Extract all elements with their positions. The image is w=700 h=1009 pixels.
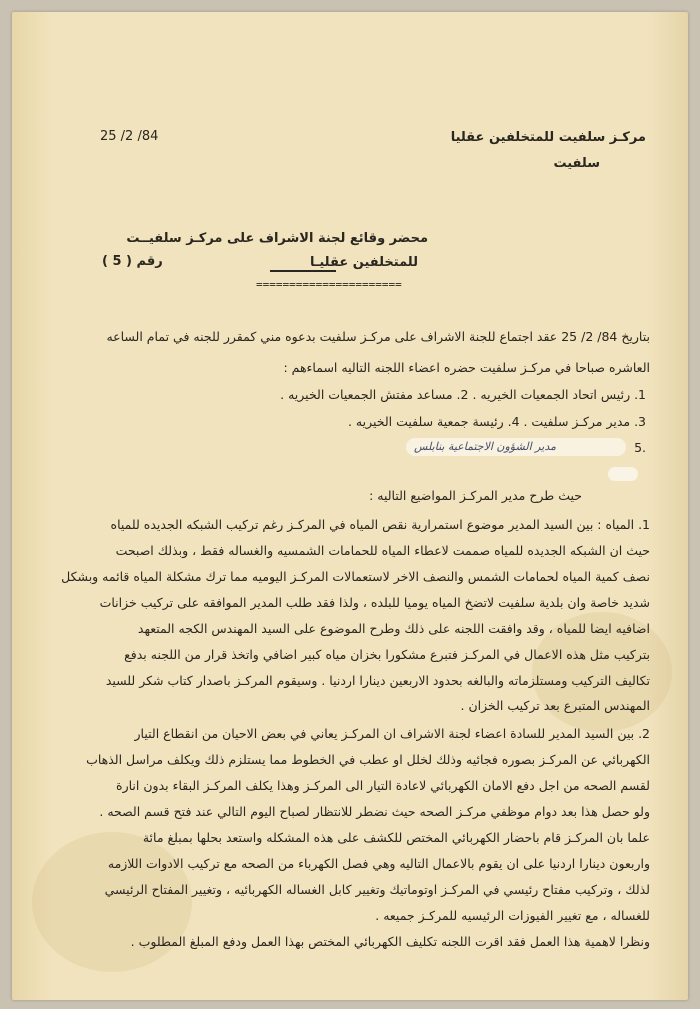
body-line: تكاليف التركيب ومستلزماته والبالغه بحدود الاربعين دينارا اردنيا . وسيقوم المركـز باصدار كتاب شكر للسيد: [105, 673, 650, 688]
body-line: 2. بين السيد المدير للسادة اعضاء لجنة الاشراف ان المركـز يعاني في بعض الاحيان من انقطاع التيار: [134, 726, 650, 741]
body-line: بتاريخ 84/ 2/ 25 عقد اجتماع للجنة الاشراف على مركـز سلفيت بدعوه مني كمقرر للجنه في تمام الساعه: [106, 329, 650, 344]
handwritten-note: مدير الشؤون الاجتماعية بنابلس: [414, 440, 556, 453]
body-line: الكهربائي عن المركـز بصوره فجائيه وذلك لخلل او عطب في الخطوط مما يستلزم ذلك ويكلف مراسل الذهاب: [86, 752, 650, 767]
attendee-line: 5.: [634, 440, 646, 455]
body-line: بتركيب مثل هذه الاعمال في المركـز فتبرع مشكورا بخزان مياه كبير اضافي واتخذ قرار من اللجنه بدفع: [124, 647, 650, 662]
paper-stain: [32, 832, 192, 972]
body-line: نصف كمية المياه لحمامات الشمس والنصف الاخر لاستعمالات المركـز اليوميه مما ترك مشكلة المياه قائمه وبشكل: [61, 569, 650, 584]
correction-patch: [608, 467, 638, 481]
body-line: واربعون دينارا اردنيا على ان يقوم بالاعمال التاليه وهي فصل الكهرباء من الصحه مع تركيب الادوات اللازمه: [107, 856, 650, 871]
doc-title-line2: للمتخلفين عقليـا: [310, 255, 418, 270]
attendee-line: 3. مدير مركـز سلفيت . 4. رئيسة جمعية سلفيت الخيريه .: [347, 414, 646, 429]
doc-title: محضر وقائع لجنة الاشراف على مركـز سلفيــت: [126, 231, 428, 246]
attendee-line: 1. رئيس اتحاد الجمعيات الخيريه . 2. مساعد مفتش الجمعيات الخيريه .: [280, 387, 646, 402]
body-line: علما بان المركـز قام باحضار الكهربائي المختص للكشف على هذه المشكله واستعد بحلها بمبلغ مائة: [142, 830, 650, 845]
section-intro: حيث طرح مدير المركـز المواضيع التاليه :: [369, 488, 582, 503]
body-line: شديد خاصة وان بلدية سلفيت لاتضخ المياه يوميا للبلده ، ولذا فقد طلب المدير الموافقه على تركيب خزانات: [99, 595, 650, 610]
body-line: العاشره صباحا في مركـز سلفيت حضره اعضاء اللجنه التاليه اسماءهم :: [283, 360, 650, 375]
title-separator: ======================: [256, 278, 402, 291]
org-name: مركـز سلفيت للمتخلفين عقليا: [450, 130, 646, 145]
body-line: حيث ان الشبكه الجديده للمياه صممت لاعطاء المياه للحمامات الشمسيه والغساله فقط ، وبذلك اصبحت: [115, 543, 650, 558]
body-line: المهندس المتبرع بعد تركيب الخزان .: [460, 698, 650, 713]
body-line: ونظرا لاهمية هذا العمل فقد اقرت اللجنه تكليف الكهربائي المختص بهذا العمل ودفع المبلغ المطلوب .: [130, 934, 650, 949]
minutes-number: رقم ( 5 ): [102, 254, 163, 269]
body-line: لذلك ، وتركيب مفتاح رئيسي في المركـز اوتوماتيك وتغيير كابل الغساله الكهربائيه ، وتغيير المفتاح الرئيسي: [104, 882, 650, 897]
header-date: 25 /2 /84: [100, 129, 159, 144]
body-line: 1. المياه : بين السيد المدير موضوع استمرارية نقص المياه في المركـز رغم تركيب الشبكه الجديده للمياه: [110, 517, 650, 532]
body-line: للغساله ، مع تغيير الفيوزات الرئيسيه للمركـز جميعه .: [375, 908, 650, 923]
body-line: اضافيه ايضا للمياه ، وقد وافقت اللجنه على ذلك وطرح الموضوع على السيد المهندس الكجه المتعهد: [137, 621, 650, 636]
org-location: سلفيت: [553, 156, 600, 171]
title-underline: [270, 270, 336, 272]
body-line: ولو حصل هذا بعد دوام موظفي مركـز الصحه حيث نضطر للانتظار لصباح اليوم التالي عند فتح قسم الصحه .: [99, 804, 650, 819]
document-page: [12, 12, 688, 1000]
body-line: لقسم الصحه من اجل دفع الامان الكهربائي لاعادة التيار الى المركـز وهذا يكلف المركـز البقاء بدون انارة: [116, 778, 650, 793]
